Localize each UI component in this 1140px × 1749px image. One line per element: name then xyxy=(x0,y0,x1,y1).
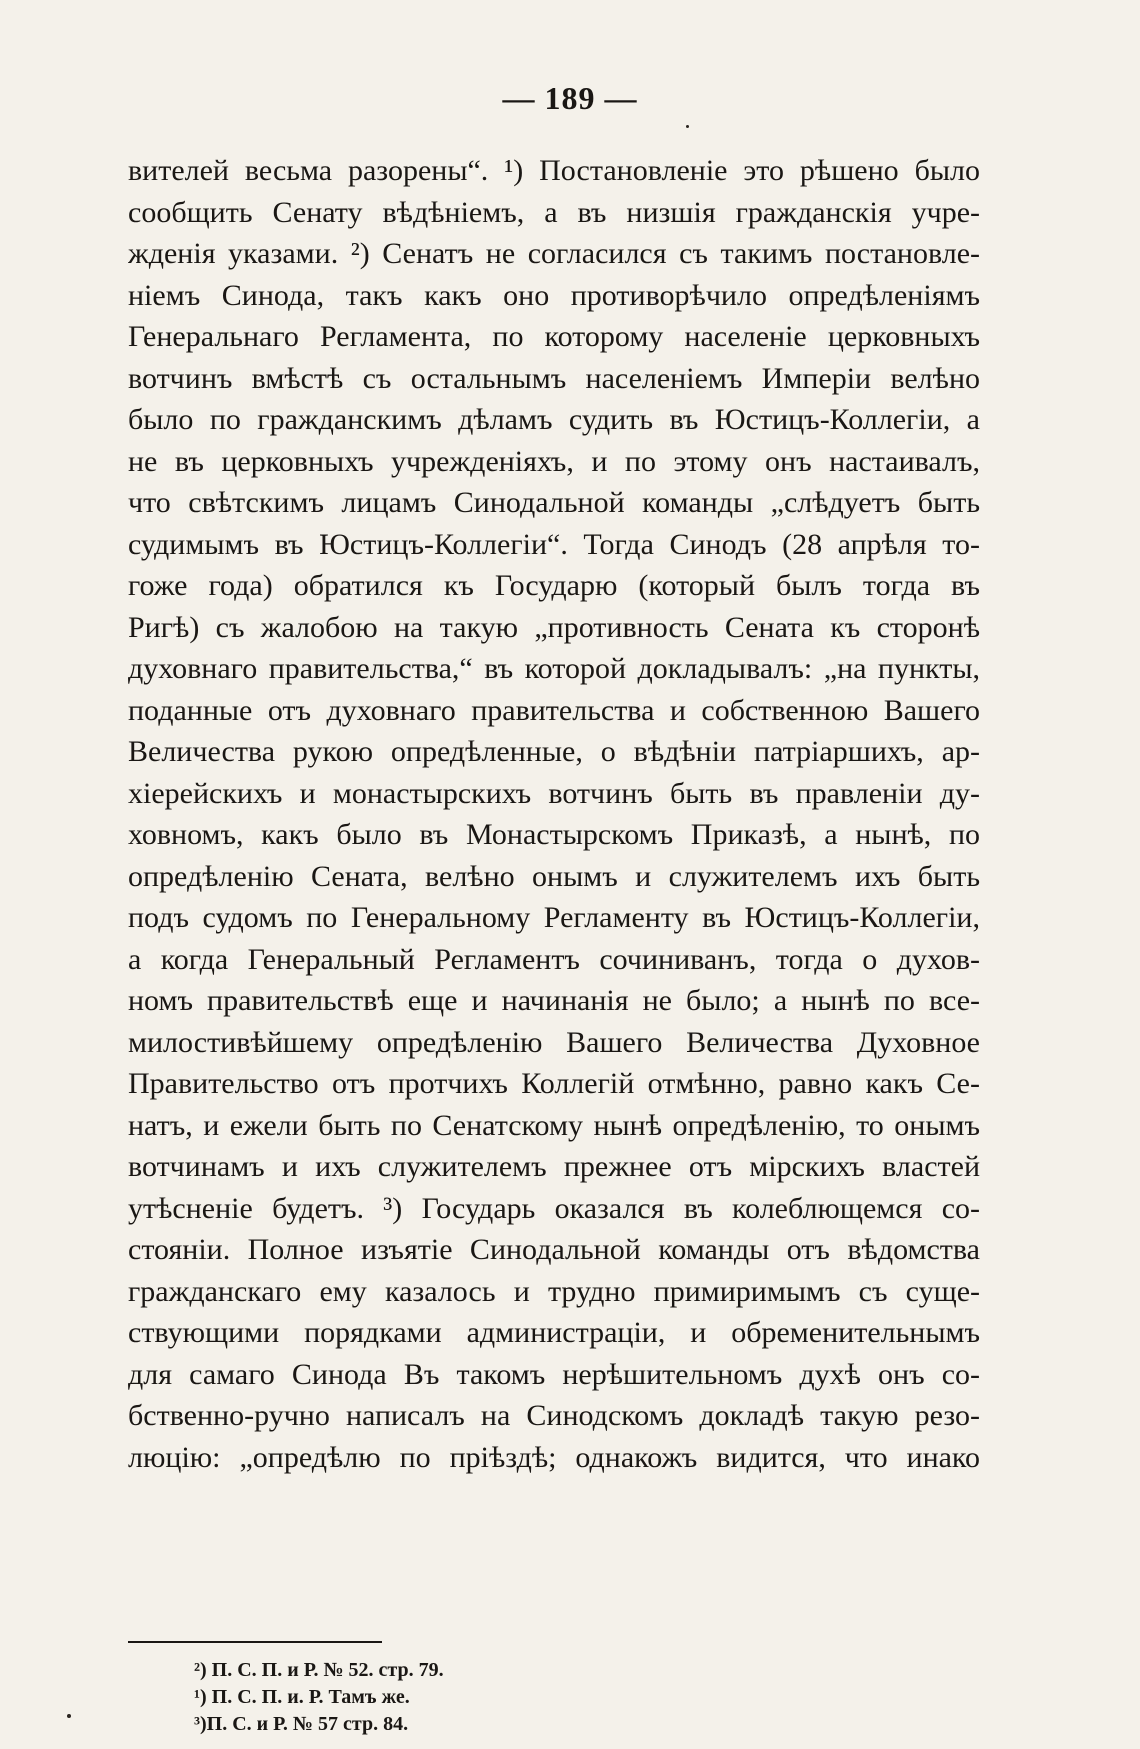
text-line: ствующими порядками администраціи, и обременительнымъ xyxy=(128,1316,980,1349)
text-line: хіерейскихъ и монастырскихъ вотчинъ быть въ правленіи ду- xyxy=(128,776,980,810)
text-line: а когда Генеральный Регламентъ сочиниванъ, тогда о духов- xyxy=(128,942,980,976)
text-line: сообщить Сенату вѣдѣніемъ, а въ низшія гражданскія учре- xyxy=(128,195,980,229)
text-line: гоже года) обратился къ Государю (который былъ тогда въ xyxy=(128,569,980,602)
text-line: вотчинамъ и ихъ служителемъ прежнее отъ мірскихъ властей xyxy=(128,1150,980,1183)
text-line: вотчинъ вмѣстѣ съ остальнымъ населеніемъ Имперіи велѣно xyxy=(128,361,980,395)
print-speck xyxy=(686,125,689,128)
page-number: — 189 — xyxy=(502,80,638,116)
text-line: для самаго Синода Въ такомъ нерѣшительномъ духѣ онъ со- xyxy=(128,1357,980,1391)
footnote: ²) П. С. П. и Р. № 52. стр. 79. xyxy=(194,1659,444,1681)
text-line: милостивѣйшему опредѣленію Вашего Величества Духовное xyxy=(128,1025,980,1059)
text-line: номъ правительствѣ еще и начинанія не было; а нынѣ по все- xyxy=(128,984,980,1017)
text-line: не въ церковныхъ учрежденіяхъ, и по этому онъ настаивалъ, xyxy=(128,444,980,478)
footnote: ³)П. С. и Р. № 57 стр. 84. xyxy=(194,1713,409,1735)
text-line: судимымъ въ Юстицъ-Коллегіи“. Тогда Синодъ (28 апрѣля то- xyxy=(128,527,980,561)
text-line: люцію: „опредѣлю по пріѣздѣ; однакожъ видится, что инако xyxy=(128,1440,980,1474)
body-text xyxy=(128,150,980,1478)
text-line: ніемъ Синода, такъ какъ оно противорѣчило опредѣленіямъ xyxy=(128,278,980,312)
text-line: поданные отъ духовнаго правительства и собственною Вашего xyxy=(128,693,980,727)
text-line: духовнаго правительства,“ въ которой докладывалъ: „на пункты, xyxy=(128,652,980,685)
footnote-divider xyxy=(128,1641,382,1643)
text-line: утѣсненіе будетъ. ³) Государь оказался въ колеблющемся со- xyxy=(128,1191,980,1225)
text-line: гражданскаго ему казалось и трудно примиримымъ съ суще- xyxy=(128,1274,980,1308)
text-line: Величества рукою опредѣленные, о вѣдѣніи патріаршихъ, ар- xyxy=(128,735,980,768)
text-line: ховномъ, какъ было въ Монастырскомъ Приказѣ, а нынѣ, по xyxy=(128,818,980,851)
text-line: стояніи. Полное изъятіе Синодальной команды отъ вѣдомства xyxy=(128,1233,980,1266)
text-line: Генеральнаго Регламента, по которому населеніе церковныхъ xyxy=(128,320,980,353)
footnote: ¹) П. С. П. и. Р. Тамъ же. xyxy=(194,1686,410,1708)
text-line: натъ, и ежели быть по Сенатскому нынѣ опредѣленію, то онымъ xyxy=(128,1108,980,1142)
text-line: Правительство отъ протчихъ Коллегій отмѣнно, равно какъ Се- xyxy=(128,1067,980,1100)
text-line: опредѣленію Сената, велѣно онымъ и служителемъ ихъ быть xyxy=(128,859,980,893)
text-line: было по гражданскимъ дѣламъ судить въ Юстицъ-Коллегіи, а xyxy=(128,403,980,436)
print-speck xyxy=(67,1714,71,1718)
text-line: Ригѣ) съ жалобою на такую „противность Сената къ сторонѣ xyxy=(128,610,980,644)
text-line: подъ судомъ по Генеральному Регламенту въ Юстицъ-Коллегіи, xyxy=(128,901,980,934)
footnotes xyxy=(194,1657,794,1738)
text-line: что свѣтскимъ лицамъ Синодальной команды „слѣдуетъ быть xyxy=(128,486,980,519)
text-line: бственно-ручно написалъ на Синодскомъ докладѣ такую резо- xyxy=(128,1399,980,1432)
text-line: жденія указами. ²) Сенатъ не согласился съ такимъ постановле- xyxy=(128,237,980,270)
text-line: вителей весьма разорены“. ¹) Постановленіе это рѣшено было xyxy=(128,154,980,187)
